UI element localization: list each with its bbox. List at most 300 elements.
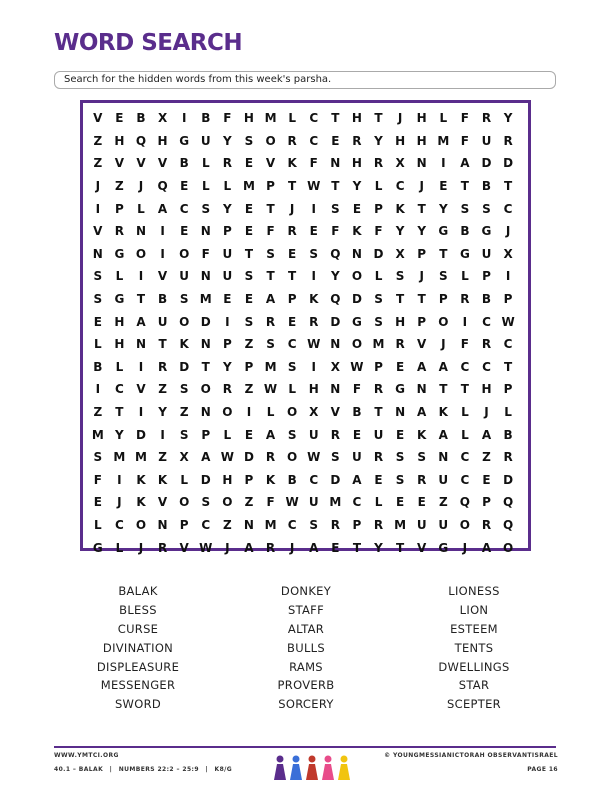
grid-letter[interactable]: N	[416, 156, 427, 171]
grid-letter[interactable]: V	[157, 156, 168, 171]
grid-letter[interactable]: M	[264, 517, 277, 532]
grid-letter[interactable]: N	[135, 224, 146, 239]
grid-letter[interactable]: A	[438, 427, 448, 442]
grid-letter[interactable]: D	[200, 314, 211, 329]
grid-letter[interactable]: T	[460, 382, 469, 397]
grid-letter[interactable]: E	[352, 427, 362, 442]
grid-letter[interactable]: C	[395, 179, 405, 194]
grid-letter[interactable]: B	[201, 111, 211, 126]
grid-letter[interactable]: U	[481, 133, 492, 148]
grid-letter[interactable]: R	[373, 450, 384, 465]
grid-letter[interactable]: W	[307, 450, 321, 465]
grid-letter[interactable]: Y	[223, 201, 232, 216]
grid-letter[interactable]: R	[395, 337, 405, 352]
grid-letter[interactable]: S	[309, 517, 319, 532]
grid-letter[interactable]: N	[200, 269, 211, 284]
grid-letter[interactable]: O	[438, 314, 449, 329]
grid-letter[interactable]: D	[503, 472, 514, 487]
grid-letter[interactable]: P	[266, 179, 275, 194]
grid-letter[interactable]: A	[481, 427, 492, 442]
grid-letter[interactable]: G	[438, 540, 449, 555]
grid-letter[interactable]: H	[243, 111, 254, 126]
grid-letter[interactable]: O	[265, 133, 276, 148]
grid-letter[interactable]: U	[481, 246, 492, 261]
grid-letter[interactable]: V	[417, 337, 427, 352]
grid-letter[interactable]: T	[266, 269, 275, 284]
grid-letter[interactable]: O	[200, 382, 211, 397]
grid-letter[interactable]: I	[311, 359, 316, 374]
grid-letter[interactable]: Q	[459, 495, 470, 510]
grid-letter[interactable]: R	[330, 517, 340, 532]
grid-letter[interactable]: V	[136, 382, 146, 397]
grid-letter[interactable]: W	[263, 382, 278, 397]
grid-letter[interactable]: L	[115, 359, 124, 374]
grid-letter[interactable]: S	[460, 201, 470, 216]
grid-letter[interactable]: L	[266, 405, 275, 420]
grid-letter[interactable]: S	[374, 292, 383, 307]
grid-letter[interactable]: B	[287, 472, 297, 487]
grid-letter[interactable]: K	[417, 427, 427, 442]
grid-letter[interactable]: X	[395, 246, 405, 261]
grid-letter[interactable]: E	[396, 359, 405, 374]
grid-letter[interactable]: R	[265, 314, 276, 329]
grid-letter[interactable]: H	[157, 133, 168, 148]
grid-letter[interactable]: H	[351, 111, 362, 126]
grid-letter[interactable]: K	[352, 224, 362, 239]
grid-letter[interactable]: N	[243, 517, 254, 532]
grid-letter[interactable]: L	[115, 269, 124, 284]
grid-letter[interactable]: O	[459, 517, 470, 532]
grid-letter[interactable]: H	[395, 133, 406, 148]
grid-letter[interactable]: G	[395, 382, 406, 397]
grid-letter[interactable]: G	[92, 540, 103, 555]
grid-letter[interactable]: S	[93, 450, 103, 465]
grid-letter[interactable]: N	[395, 405, 406, 420]
grid-letter[interactable]: I	[246, 405, 252, 420]
grid-letter[interactable]: T	[266, 201, 275, 216]
grid-letter[interactable]: S	[201, 201, 211, 216]
grid-letter[interactable]: L	[93, 517, 102, 532]
grid-letter[interactable]: R	[503, 133, 513, 148]
grid-letter[interactable]: E	[417, 495, 426, 510]
grid-letter[interactable]: L	[288, 111, 296, 126]
grid-letter[interactable]: E	[331, 540, 340, 555]
grid-letter[interactable]: F	[93, 472, 102, 487]
grid-letter[interactable]: Z	[115, 179, 124, 194]
grid-letter[interactable]: D	[373, 246, 384, 261]
grid-letter[interactable]: R	[287, 224, 297, 239]
grid-letter[interactable]: O	[287, 405, 298, 420]
grid-letter[interactable]: Z	[93, 405, 103, 420]
grid-letter[interactable]: M	[329, 495, 342, 510]
grid-letter[interactable]: C	[309, 111, 319, 126]
grid-letter[interactable]: E	[180, 224, 189, 239]
grid-letter[interactable]: D	[200, 472, 211, 487]
grid-letter[interactable]: Q	[135, 133, 147, 148]
grid-letter[interactable]: C	[503, 337, 513, 352]
grid-letter[interactable]: Y	[417, 224, 427, 239]
grid-letter[interactable]: K	[179, 337, 189, 352]
grid-letter[interactable]: C	[287, 517, 297, 532]
grid-letter[interactable]: P	[244, 472, 254, 487]
grid-letter[interactable]: S	[179, 382, 189, 397]
grid-letter[interactable]: R	[287, 133, 297, 148]
grid-letter[interactable]: Z	[244, 382, 254, 397]
grid-letter[interactable]: G	[438, 224, 449, 239]
grid-letter[interactable]: S	[244, 133, 254, 148]
grid-letter[interactable]: S	[309, 246, 319, 261]
grid-letter[interactable]: C	[114, 517, 124, 532]
grid-letter[interactable]: A	[438, 359, 448, 374]
grid-letter[interactable]: U	[416, 517, 427, 532]
word-search-grid[interactable]	[87, 107, 519, 559]
grid-letter[interactable]: O	[502, 540, 514, 555]
grid-letter[interactable]: A	[265, 292, 276, 307]
grid-letter[interactable]: H	[114, 337, 125, 352]
grid-letter[interactable]: R	[352, 133, 362, 148]
grid-letter[interactable]: L	[374, 179, 383, 194]
grid-letter[interactable]: Q	[157, 179, 168, 194]
grid-letter[interactable]: L	[115, 540, 124, 555]
grid-letter[interactable]: J	[138, 179, 144, 194]
grid-letter[interactable]: D	[330, 472, 341, 487]
grid-letter[interactable]: P	[287, 292, 297, 307]
grid-letter[interactable]: R	[265, 540, 276, 555]
grid-letter[interactable]: K	[265, 472, 276, 487]
grid-letter[interactable]: S	[287, 359, 297, 374]
grid-letter[interactable]: P	[114, 201, 124, 216]
grid-letter[interactable]: J	[441, 337, 446, 352]
grid-letter[interactable]: R	[373, 382, 384, 397]
grid-letter[interactable]: A	[136, 314, 146, 329]
grid-letter[interactable]: V	[93, 111, 103, 126]
grid-letter[interactable]: P	[417, 314, 427, 329]
grid-letter[interactable]: U	[179, 269, 190, 284]
grid-letter[interactable]: L	[137, 201, 145, 216]
grid-letter[interactable]: T	[374, 111, 383, 126]
grid-letter[interactable]: Y	[438, 201, 448, 216]
grid-letter[interactable]: W	[307, 337, 321, 352]
grid-letter[interactable]: R	[157, 359, 168, 374]
grid-letter[interactable]: M	[199, 292, 212, 307]
grid-letter[interactable]: P	[222, 337, 232, 352]
grid-letter[interactable]: X	[503, 246, 513, 261]
grid-letter[interactable]: A	[309, 540, 319, 555]
grid-letter[interactable]: W	[501, 314, 515, 329]
grid-letter[interactable]: D	[136, 427, 146, 442]
grid-letter[interactable]: Z	[93, 156, 103, 171]
grid-letter[interactable]: Y	[374, 133, 383, 148]
grid-letter[interactable]: Y	[330, 269, 340, 284]
grid-letter[interactable]: B	[93, 359, 103, 374]
grid-letter[interactable]: P	[417, 246, 427, 261]
grid-letter[interactable]: R	[114, 224, 125, 239]
grid-letter[interactable]: T	[439, 382, 448, 397]
grid-letter[interactable]: K	[287, 156, 297, 171]
grid-letter[interactable]: I	[441, 156, 446, 171]
grid-letter[interactable]: A	[460, 156, 470, 171]
grid-letter[interactable]: P	[352, 517, 362, 532]
grid-letter[interactable]: S	[287, 427, 297, 442]
grid-letter[interactable]: Z	[223, 517, 232, 532]
grid-letter[interactable]: F	[460, 111, 469, 126]
grid-letter[interactable]: U	[438, 517, 449, 532]
grid-letter[interactable]: P	[503, 292, 513, 307]
grid-letter[interactable]: D	[179, 359, 190, 374]
grid-letter[interactable]: E	[244, 292, 254, 307]
grid-letter[interactable]: E	[396, 427, 405, 442]
grid-letter[interactable]: R	[309, 314, 319, 329]
grid-letter[interactable]: T	[396, 540, 405, 555]
grid-letter[interactable]: U	[438, 472, 449, 487]
grid-letter[interactable]: N	[200, 224, 211, 239]
grid-letter[interactable]: S	[266, 337, 275, 352]
grid-letter[interactable]: N	[135, 337, 146, 352]
grid-letter[interactable]: T	[352, 540, 362, 555]
grid-letter[interactable]: S	[331, 201, 340, 216]
grid-letter[interactable]: B	[136, 111, 146, 126]
grid-letter[interactable]: T	[439, 246, 448, 261]
grid-letter[interactable]: W	[199, 540, 213, 555]
grid-letter[interactable]: L	[288, 382, 296, 397]
grid-letter[interactable]: X	[309, 405, 319, 420]
grid-letter[interactable]: C	[460, 359, 470, 374]
grid-letter[interactable]: R	[481, 337, 492, 352]
grid-letter[interactable]: T	[136, 292, 146, 307]
grid-letter[interactable]: S	[93, 269, 103, 284]
grid-letter[interactable]: Q	[330, 292, 341, 307]
grid-letter[interactable]: U	[157, 314, 168, 329]
grid-letter[interactable]: O	[179, 246, 190, 261]
grid-letter[interactable]: I	[117, 472, 122, 487]
grid-letter[interactable]: J	[225, 540, 230, 555]
grid-letter[interactable]: I	[181, 111, 187, 126]
grid-letter[interactable]: C	[503, 201, 513, 216]
grid-letter[interactable]: P	[482, 269, 491, 284]
grid-letter[interactable]: V	[330, 405, 340, 420]
grid-letter[interactable]: E	[115, 111, 124, 126]
grid-letter[interactable]: L	[201, 179, 210, 194]
grid-letter[interactable]: T	[396, 292, 405, 307]
grid-letter[interactable]: Q	[330, 246, 341, 261]
grid-letter[interactable]: J	[419, 269, 424, 284]
grid-letter[interactable]: V	[417, 540, 427, 555]
grid-letter[interactable]: T	[331, 179, 340, 194]
grid-letter[interactable]: X	[157, 111, 168, 126]
grid-letter[interactable]: C	[309, 133, 319, 148]
grid-letter[interactable]: H	[114, 133, 125, 148]
grid-letter[interactable]: J	[138, 540, 144, 555]
grid-letter[interactable]: O	[135, 517, 147, 532]
grid-letter[interactable]: J	[289, 540, 295, 555]
grid-letter[interactable]: K	[136, 495, 146, 510]
grid-letter[interactable]: U	[308, 427, 319, 442]
grid-letter[interactable]: L	[374, 495, 383, 510]
grid-letter[interactable]: S	[201, 495, 211, 510]
grid-letter[interactable]: R	[265, 450, 276, 465]
grid-letter[interactable]: I	[138, 269, 144, 284]
grid-letter[interactable]: W	[220, 450, 234, 465]
grid-letter[interactable]: J	[117, 495, 122, 510]
grid-letter[interactable]: J	[484, 405, 489, 420]
grid-letter[interactable]: T	[503, 359, 513, 374]
grid-letter[interactable]: Y	[223, 133, 232, 148]
grid-letter[interactable]: C	[482, 359, 491, 374]
grid-letter[interactable]: T	[460, 179, 469, 194]
grid-letter[interactable]: C	[352, 495, 362, 510]
grid-letter[interactable]: I	[160, 224, 165, 239]
grid-letter[interactable]: V	[265, 156, 276, 171]
grid-letter[interactable]: O	[179, 314, 190, 329]
grid-letter[interactable]: H	[222, 472, 233, 487]
grid-letter[interactable]: S	[395, 472, 405, 487]
grid-letter[interactable]: V	[157, 495, 168, 510]
grid-letter[interactable]: M	[135, 450, 147, 465]
grid-letter[interactable]: T	[115, 405, 124, 420]
grid-letter[interactable]: N	[416, 382, 427, 397]
grid-letter[interactable]: C	[114, 382, 124, 397]
grid-letter[interactable]: I	[160, 427, 165, 442]
grid-letter[interactable]: R	[330, 427, 340, 442]
grid-letter[interactable]: B	[179, 156, 189, 171]
grid-letter[interactable]: W	[350, 359, 364, 374]
grid-letter[interactable]: I	[311, 269, 316, 284]
grid-letter[interactable]: C	[309, 472, 319, 487]
grid-letter[interactable]: P	[179, 517, 189, 532]
grid-letter[interactable]: L	[461, 269, 469, 284]
grid-letter[interactable]: O	[351, 269, 363, 284]
grid-letter[interactable]: C	[460, 450, 470, 465]
grid-letter[interactable]: G	[459, 246, 470, 261]
grid-letter[interactable]: U	[200, 133, 211, 148]
grid-letter[interactable]: A	[352, 472, 362, 487]
grid-letter[interactable]: A	[201, 450, 211, 465]
grid-letter[interactable]: R	[222, 382, 232, 397]
grid-letter[interactable]: F	[266, 224, 275, 239]
grid-letter[interactable]: A	[481, 540, 492, 555]
grid-letter[interactable]: G	[114, 246, 125, 261]
grid-letter[interactable]: N	[92, 246, 103, 261]
grid-letter[interactable]: C	[179, 201, 189, 216]
grid-letter[interactable]: I	[505, 269, 511, 284]
grid-letter[interactable]: E	[309, 224, 318, 239]
grid-letter[interactable]: M	[242, 179, 255, 194]
grid-letter[interactable]: O	[179, 495, 190, 510]
grid-letter[interactable]: Y	[223, 359, 232, 374]
grid-letter[interactable]: U	[222, 246, 233, 261]
grid-letter[interactable]: X	[330, 359, 340, 374]
grid-letter[interactable]: E	[93, 495, 102, 510]
grid-letter[interactable]: B	[352, 405, 362, 420]
grid-letter[interactable]: F	[223, 111, 232, 126]
grid-letter[interactable]: X	[179, 450, 189, 465]
grid-letter[interactable]: N	[330, 382, 341, 397]
grid-letter[interactable]: Z	[93, 133, 103, 148]
grid-letter[interactable]: M	[113, 450, 126, 465]
grid-letter[interactable]: A	[157, 201, 168, 216]
grid-letter[interactable]: L	[504, 405, 512, 420]
grid-letter[interactable]: P	[482, 495, 491, 510]
grid-letter[interactable]: J	[505, 224, 511, 239]
grid-letter[interactable]: S	[244, 269, 254, 284]
grid-letter[interactable]: E	[244, 156, 254, 171]
grid-letter[interactable]: E	[244, 427, 254, 442]
grid-letter[interactable]: O	[222, 495, 233, 510]
grid-letter[interactable]: S	[482, 201, 491, 216]
grid-letter[interactable]: G	[114, 292, 125, 307]
grid-letter[interactable]: M	[91, 427, 104, 442]
grid-letter[interactable]: A	[417, 405, 427, 420]
grid-letter[interactable]: S	[179, 292, 189, 307]
grid-letter[interactable]: E	[374, 472, 383, 487]
grid-letter[interactable]: V	[136, 156, 146, 171]
grid-letter[interactable]: A	[417, 359, 427, 374]
grid-letter[interactable]: T	[417, 201, 426, 216]
grid-letter[interactable]: S	[244, 314, 254, 329]
grid-letter[interactable]: B	[481, 179, 492, 194]
grid-letter[interactable]: L	[201, 156, 210, 171]
grid-letter[interactable]: F	[309, 156, 318, 171]
grid-letter[interactable]: T	[503, 179, 513, 194]
grid-letter[interactable]: M	[264, 111, 277, 126]
grid-letter[interactable]: E	[288, 246, 297, 261]
grid-letter[interactable]: C	[201, 517, 211, 532]
grid-letter[interactable]: M	[437, 133, 450, 148]
grid-letter[interactable]: R	[157, 540, 168, 555]
grid-letter[interactable]: T	[158, 337, 167, 352]
grid-letter[interactable]: B	[460, 224, 470, 239]
grid-letter[interactable]: T	[417, 292, 426, 307]
grid-letter[interactable]: E	[244, 224, 254, 239]
grid-letter[interactable]: P	[438, 292, 448, 307]
grid-letter[interactable]: T	[288, 179, 297, 194]
grid-letter[interactable]: L	[223, 427, 232, 442]
grid-letter[interactable]: L	[93, 337, 102, 352]
grid-letter[interactable]: F	[201, 246, 210, 261]
grid-letter[interactable]: M	[394, 517, 407, 532]
grid-letter[interactable]: R	[503, 450, 513, 465]
grid-letter[interactable]: S	[331, 450, 340, 465]
grid-letter[interactable]: D	[243, 450, 254, 465]
grid-letter[interactable]: U	[352, 450, 362, 465]
grid-letter[interactable]: P	[201, 427, 211, 442]
grid-letter[interactable]: R	[460, 292, 470, 307]
grid-letter[interactable]: Y	[158, 405, 167, 420]
grid-letter[interactable]: S	[93, 292, 103, 307]
grid-letter[interactable]: I	[138, 359, 144, 374]
grid-letter[interactable]: K	[136, 472, 146, 487]
grid-letter[interactable]: H	[114, 314, 125, 329]
grid-letter[interactable]: E	[180, 179, 189, 194]
grid-letter[interactable]: I	[160, 246, 165, 261]
grid-letter[interactable]: Z	[179, 405, 189, 420]
grid-letter[interactable]: P	[222, 224, 232, 239]
grid-letter[interactable]: E	[439, 179, 448, 194]
grid-letter[interactable]: E	[331, 133, 340, 148]
grid-letter[interactable]: V	[93, 224, 103, 239]
grid-letter[interactable]: L	[374, 269, 383, 284]
grid-letter[interactable]: N	[438, 450, 449, 465]
grid-letter[interactable]: W	[307, 179, 321, 194]
grid-letter[interactable]: R	[373, 156, 384, 171]
grid-letter[interactable]: J	[419, 179, 424, 194]
grid-letter[interactable]: F	[460, 133, 469, 148]
grid-letter[interactable]: W	[285, 495, 299, 510]
grid-letter[interactable]: I	[225, 314, 230, 329]
grid-letter[interactable]: H	[395, 314, 406, 329]
grid-letter[interactable]: E	[482, 472, 491, 487]
grid-letter[interactable]: J	[462, 540, 468, 555]
